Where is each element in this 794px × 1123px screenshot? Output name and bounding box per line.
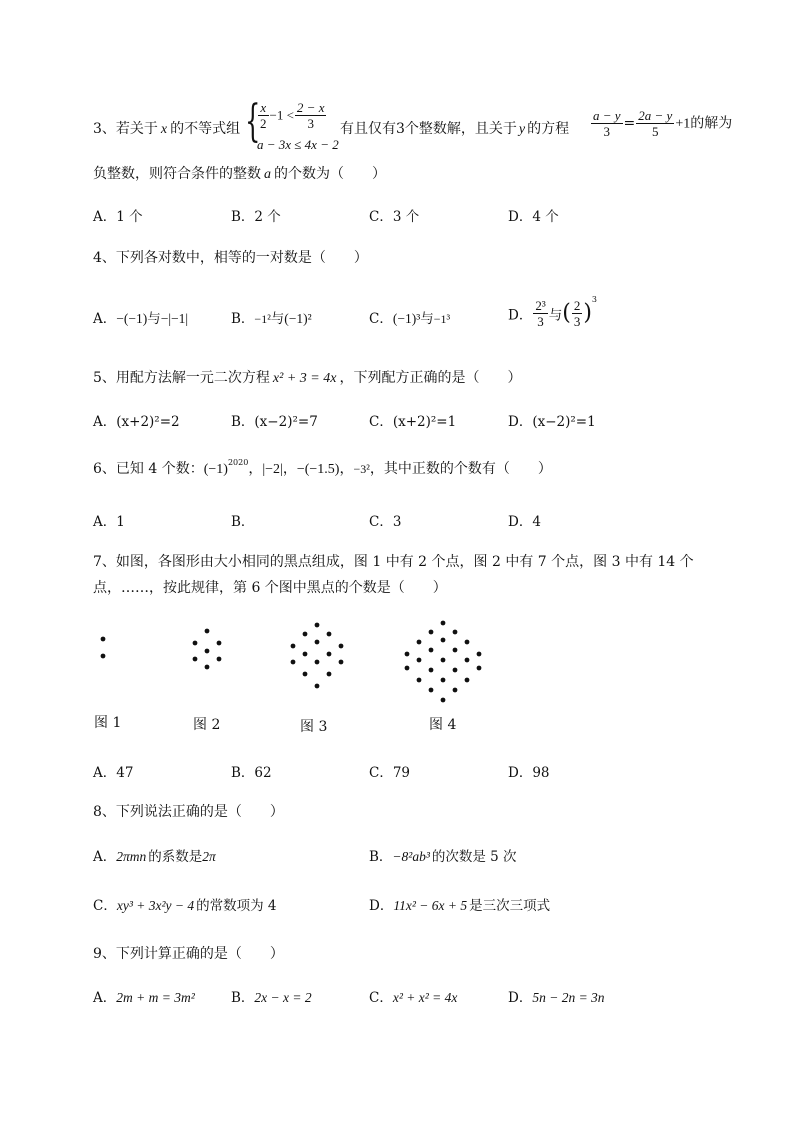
dot (441, 621, 446, 626)
q9-option-c: C．x² + x² = 4x (369, 990, 458, 1006)
dot (327, 672, 332, 677)
q9-option-d: D．5n − 2n = 3n (508, 990, 605, 1006)
q6-option-b: B． (231, 514, 255, 530)
dot (217, 657, 222, 662)
dot (205, 629, 210, 634)
dot (315, 640, 320, 645)
dot (405, 652, 410, 657)
q3-equation: $\frac{a - y}{3}$ = $\frac{2a - y}{5}$ +1的解为 (593, 108, 733, 139)
inequality-2: a − 3x ≤ 4x − 2 (257, 137, 339, 152)
dot (291, 660, 296, 665)
q7-option-d: D．98 (508, 765, 550, 781)
q3-stem-line1-cont: 有且仅有3个整数解，且关于 y 的方程 (340, 121, 570, 137)
q7-stem-line1: 7、如图，各图形由大小相同的黑点组成，图 1 中有 2 个点，图 2 中有 7 个点，图 3 中有 14 个 (93, 554, 694, 570)
q6-option-a: A．1 (93, 514, 125, 530)
dot-figure-4 (398, 616, 488, 708)
figure-4-label: 图 4 (429, 717, 457, 733)
dot (465, 658, 470, 663)
q3-option-c: C．3 个 (369, 209, 420, 225)
dot (193, 657, 198, 662)
dot (303, 672, 308, 677)
dot (217, 641, 222, 646)
dot (327, 652, 332, 657)
q3-stem-line1: 3、若关于 x 的不等式组 (93, 121, 241, 137)
dot (453, 688, 458, 693)
q8-option-d: D．11x² − 6x + 5 是三次三项式 (369, 898, 551, 914)
dot (205, 665, 210, 670)
q8-stem: 8、下列说法正确的是（ ） (93, 804, 284, 820)
dot-figure-2 (185, 624, 230, 674)
dot (477, 652, 482, 657)
q8-option-a: A．2πmn 的系数是2π (93, 849, 216, 865)
dot-figure-1 (95, 630, 115, 670)
q4-option-a: A．−(−1)与−|−1| (93, 311, 189, 327)
dot (193, 641, 198, 646)
dot (339, 660, 344, 665)
figure-3-label: 图 3 (300, 719, 328, 735)
dot (441, 698, 446, 703)
dot (429, 630, 434, 635)
q4-stem: 4、下列各对数中，相等的一对数是（ ） (93, 250, 368, 266)
q5-option-a: A．(x+2)²=2 (93, 414, 180, 430)
q5-stem: 5、用配方法解一元二次方程 x² + 3 = 4x ，下列配方正确的是（ ） (93, 370, 522, 386)
dot (429, 648, 434, 653)
q3-option-d: D．4 个 (508, 209, 559, 225)
q3-stem-line2: 负整数，则符合条件的整数 a 的个数为（ ） (93, 166, 386, 182)
dot (205, 649, 210, 654)
q4-option-b: B．−1²与(−1)² (231, 311, 312, 327)
q6-option-c: C．3 (369, 514, 402, 530)
q6-option-d: D．4 (508, 514, 541, 530)
dot (453, 668, 458, 673)
q9-stem: 9、下列计算正确的是（ ） (93, 946, 284, 962)
dot (315, 684, 320, 689)
dot (453, 630, 458, 635)
q7-stem-line2: 点，……，按此规律，第 6 个图中黑点的个数是（ ） (93, 580, 447, 596)
dot (441, 658, 446, 663)
q3-option-b: B．2 个 (231, 209, 281, 225)
q5-option-d: D．(x−2)²=1 (508, 414, 596, 430)
inequality-system (245, 96, 340, 152)
q4-option-c: C．(−1)³与−1³ (369, 311, 451, 327)
dot (477, 666, 482, 671)
dot (417, 678, 422, 683)
q7-option-a: A．47 (93, 765, 134, 781)
left-brace-icon: { (245, 96, 261, 147)
dot (429, 688, 434, 693)
dot (339, 644, 344, 649)
q5-option-c: C．(x+2)²=1 (369, 414, 457, 430)
dot (405, 666, 410, 671)
figure-1-label: 图 1 (94, 715, 122, 731)
q4-option-d: D． $\frac{\text{2³}}{3}$ 与( $\frac{2}{3}$ )$^3$ (508, 294, 598, 329)
q7-option-c: C．79 (369, 765, 411, 781)
dot (315, 623, 320, 628)
dot (417, 640, 422, 645)
dot (441, 678, 446, 683)
q6-stem: 6、已知 4 个数：$(-1)^{2020}$，|−2|，−(−1.5)，−3²，其中正数的个数有（ ） (93, 458, 552, 477)
q7-option-b: B．62 (231, 765, 272, 781)
dot-figure-3 (283, 618, 353, 693)
dot (465, 640, 470, 645)
dot (101, 637, 106, 642)
q5-option-b: B．(x−2)²=7 (231, 414, 318, 430)
dot (327, 632, 332, 637)
dot (429, 668, 434, 673)
dot (441, 638, 446, 643)
q3-option-a: A．1 个 (93, 209, 143, 225)
q9-option-a: A．2m + m = 3m² (93, 990, 195, 1006)
dot (291, 644, 296, 649)
q9-option-b: B．2x − x = 2 (231, 990, 312, 1006)
dot (453, 648, 458, 653)
dot (303, 652, 308, 657)
dot (315, 660, 320, 665)
q8-option-c: C．xy³ + 3x²y − 4 的常数项为 4 (93, 898, 277, 914)
dot (465, 678, 470, 683)
figure-2-label: 图 2 (193, 717, 221, 733)
dot (417, 658, 422, 663)
inequality-1: $\frac{x}{2}$ −1 < $\frac{2 - x}{3}$ (260, 100, 325, 131)
dot (101, 654, 106, 659)
dot (303, 632, 308, 637)
q8-option-b: B．−8²ab³ 的次数是 5 次 (369, 849, 517, 865)
